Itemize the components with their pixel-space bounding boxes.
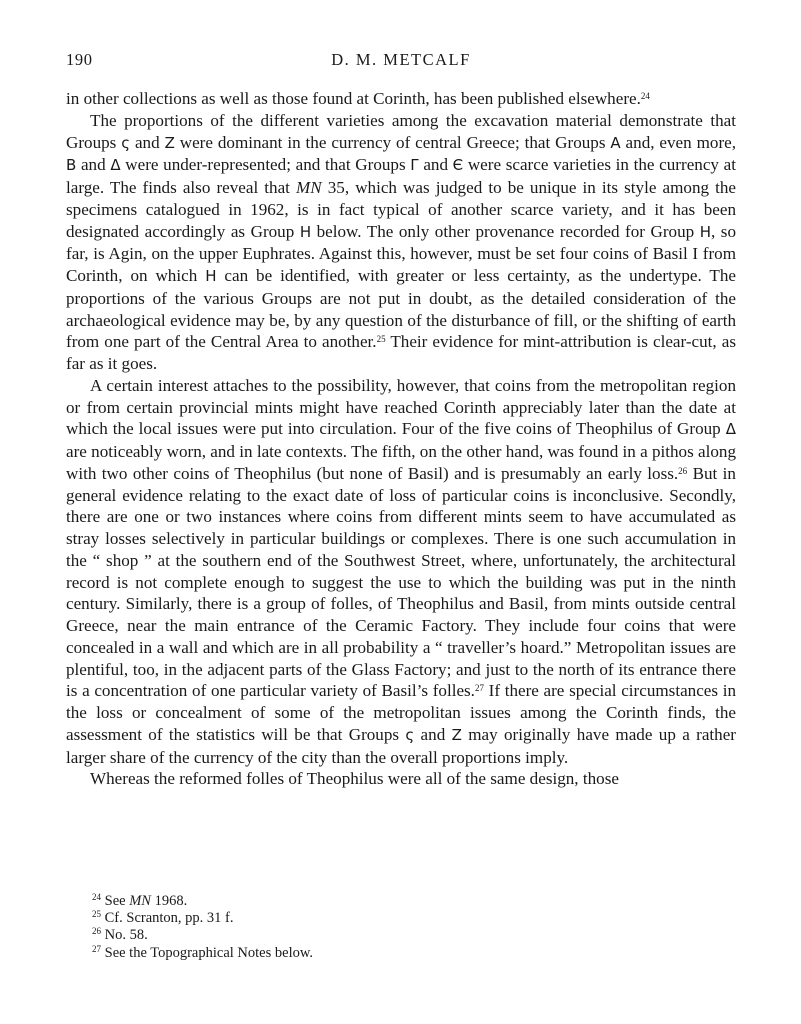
- text-run: and, even more,: [620, 132, 736, 152]
- text-run: in other collections as well as those found at Corinth, has been published elsewhere.: [66, 89, 641, 108]
- group-letter: Δ: [725, 420, 736, 439]
- paragraph: [66, 88, 736, 110]
- page-number: 190: [66, 50, 93, 69]
- footnote: [92, 910, 692, 927]
- running-head: D. M. METCALF: [331, 50, 471, 69]
- italic-text: MN: [129, 893, 151, 909]
- footnotes: [92, 893, 692, 962]
- group-letter: ς: [121, 133, 131, 152]
- text-run: and: [418, 155, 453, 175]
- text-run: See: [104, 893, 130, 909]
- footnote: [92, 945, 692, 962]
- group-letter: A: [610, 133, 621, 152]
- text-run: were scarce varieties in the currency at large. The finds also reveal that: [66, 155, 736, 197]
- footnote-number: 27: [92, 943, 101, 954]
- footnote-ref: 27: [474, 683, 484, 694]
- text-run: can be identified, with greater or less certainty, as the undertype. The proportions of the various Groups are not put in doubt, as the detailed consideration of the archaeological evidence may be, by any question of the disturbance of fill, or the shifting of earth from one part of the Central Area to another.: [66, 266, 736, 352]
- group-letter: H: [205, 267, 217, 285]
- group-letter: Z: [164, 133, 175, 152]
- group-letter: H: [299, 222, 312, 241]
- text-run: were under-represented; and that Groups: [120, 155, 411, 175]
- text-run: and: [414, 724, 452, 744]
- text-run: 1968.: [150, 893, 188, 909]
- text-run: The proportions of the different varieties among the excavation material demonstrate that Groups: [66, 110, 736, 152]
- text-run: But in general evidence relating to the exact date of loss of particular coins is inconclusive. Secondly, there are one or two instances where coins from different mints seem to have accumulated as stray losses selectively in particular buildings or complexes. There is one such accumulation in the “ shop ” at the southern end of the Southwest Street, where, unfortunately, the architectural record is not complete enough to suggest the use to which the building was put in the ninth century. Similarly, there is a group of folles, of Theophilus and Basil, from mints outside central Greece, near the main entrance of the Ceramic Factory. They include four coins that were concealed in a wall and which are in all probability a “ traveller’s hoard.” Metropolitan issues are plentiful, too, in the adjacent parts of the Glass Factory; and just to the north of its entrance there is a concentration of one particular variety of Basil’s folles.: [66, 463, 736, 701]
- paragraph: [66, 768, 736, 790]
- text-run: were dominant in the currency of central Greece; that Groups: [174, 132, 611, 152]
- text-run: 35, which was judged to be unique in its style among the specimens catalogued in 1962, is in fact typical of another scarce variety, and it has been designated accordingly as Group: [66, 178, 737, 241]
- group-letter: B: [66, 156, 77, 175]
- italic-text: MN: [296, 178, 322, 197]
- text-run: may originally have made up a rather larger share of the currency of the city than the overall proportions imply.: [66, 724, 736, 767]
- paragraph: [66, 110, 736, 375]
- group-letter: Z: [451, 725, 462, 744]
- text-run: See the Topographical Notes below.: [104, 944, 313, 961]
- group-letter: Є: [452, 156, 464, 175]
- footnote: [92, 893, 692, 910]
- text-run: are noticeably worn, and in late contexts. The fifth, on the other hand, was found in a pithos along with two other coins of Theophilus (but none of Basil) and is presumably an early loss.: [66, 442, 736, 483]
- footnote: [92, 927, 692, 944]
- paragraph: [66, 375, 736, 769]
- group-letter: ς: [405, 725, 415, 744]
- footnote-ref: 25: [376, 334, 386, 345]
- text-run: If there are special circumstances in the loss or concealment of some of the metropolitan issues among the Corinth finds, the assessment of the statistics will be that Groups: [66, 681, 736, 744]
- group-letter: Γ: [410, 156, 419, 175]
- group-letter: H: [699, 222, 711, 241]
- footnote-ref: 24: [640, 91, 650, 101]
- footnote-number: 24: [92, 892, 101, 902]
- text-run: A certain interest attaches to the possibility, however, that coins from the metropolitan region or from certain provincial mints might have reached Corinth appreciably later than the date at which the local issues were put into circulation. Four of the five coins of Theophilus of Group: [66, 375, 736, 439]
- footnote-number: 25: [92, 909, 101, 920]
- footnote-ref: 26: [678, 465, 688, 476]
- text-run: Their evidence for mint-attribution is clear-cut, as far as it goes.: [66, 332, 736, 373]
- text-run: No. 58.: [104, 927, 148, 944]
- page-header: [66, 50, 736, 74]
- group-letter: Δ: [110, 156, 121, 175]
- text-run: and: [76, 155, 111, 175]
- text-run: , so far, is Agin, on the upper Euphrates. Against this, however, must be set four coins of Basil I from Corinth, on which: [66, 221, 736, 285]
- text-run: Cf. Scranton, pp. 31 f.: [104, 910, 234, 927]
- text-run: below. The only other provenance recorded for Group: [311, 221, 700, 241]
- text-run: and: [130, 132, 165, 152]
- text-run: Whereas the reformed folles of Theophilus were all of the same design, those: [90, 769, 619, 789]
- body-text: [66, 88, 736, 790]
- footnote-number: 26: [92, 926, 101, 937]
